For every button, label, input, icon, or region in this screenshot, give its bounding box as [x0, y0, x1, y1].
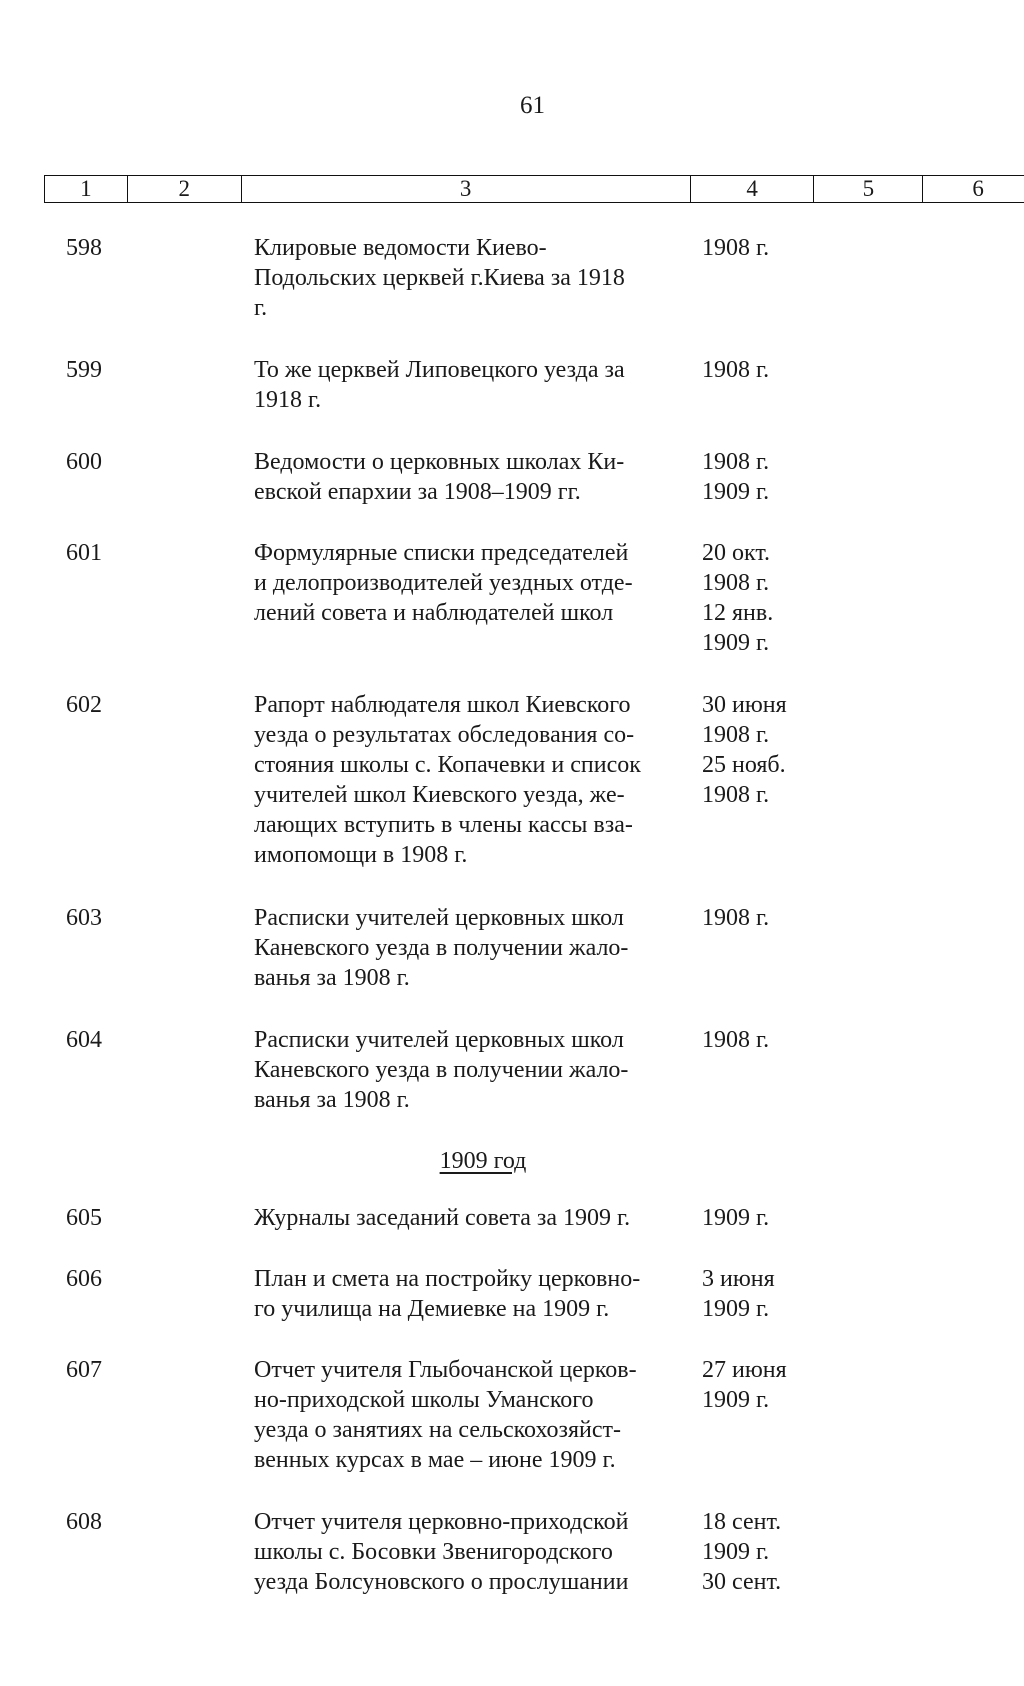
title-line: Отчет учителя церковно-приходской: [254, 1509, 629, 1535]
entry-number: 608: [66, 1509, 102, 1535]
date-line: 1909 г.: [702, 479, 770, 505]
entry-title: [254, 1025, 694, 1115]
date-line: 1908 г.: [702, 722, 770, 748]
entry-title: [254, 1355, 694, 1475]
title-line: Каневского уезда в получении жало-: [254, 1057, 629, 1083]
column-header-5: 5: [814, 176, 923, 202]
date-line: 25 нояб.: [702, 752, 786, 778]
title-line: уезда о результатах обследования со-: [254, 722, 635, 748]
title-line: и делопроизводителей уездных отде-: [254, 570, 633, 596]
title-line: евской епархии за 1908–1909 гг.: [254, 479, 581, 505]
title-line: г.: [254, 295, 268, 321]
title-line: ванья за 1908 г.: [254, 965, 410, 991]
title-line: Формулярные списки председателей: [254, 540, 629, 566]
entry-number: 607: [66, 1357, 102, 1383]
entry-title: [254, 1507, 694, 1597]
title-line: То же церквей Липовецкого уезда за: [254, 357, 625, 383]
entry-dates: [702, 1507, 822, 1597]
title-line: венных курсах в мае – июне 1909 г.: [254, 1447, 616, 1473]
entry-title: [254, 355, 694, 415]
entry-dates: [702, 903, 822, 933]
date-line: 1908 г.: [702, 235, 770, 261]
date-line: 12 янв.: [702, 600, 774, 626]
title-line: Ведомости о церковных школах Ки-: [254, 449, 625, 475]
date-line: 1909 г.: [702, 1205, 770, 1231]
entry-dates: [702, 1203, 822, 1233]
title-line: лающих вступить в члены кассы вза-: [254, 812, 633, 838]
entry-number: 602: [66, 692, 102, 718]
date-line: 1909 г.: [702, 1387, 770, 1413]
entry-dates: [702, 355, 822, 385]
date-line: 30 сент.: [702, 1569, 782, 1595]
date-line: 20 окт.: [702, 540, 771, 566]
column-header-2: 2: [128, 176, 242, 202]
date-line: 1909 г.: [702, 1296, 770, 1322]
title-line: ванья за 1908 г.: [254, 1087, 410, 1113]
entry-number: 606: [66, 1266, 102, 1292]
entry-dates: [702, 1355, 822, 1415]
date-line: 1908 г.: [702, 357, 770, 383]
title-line: школы с. Босовки Звенигородского: [254, 1539, 613, 1565]
entry-title: [254, 447, 694, 507]
title-line: Расписки учителей церковных школ: [254, 905, 624, 931]
entry-dates: [702, 1264, 822, 1324]
title-line: Журналы заседаний совета за 1909 г.: [254, 1205, 631, 1231]
entry-title: [254, 903, 694, 993]
entry-number: 598: [66, 235, 102, 261]
section-heading-1909: [0, 1146, 1024, 1176]
entry-title: [254, 233, 694, 323]
entry-number: 601: [66, 540, 102, 566]
entry-number: 604: [66, 1027, 102, 1053]
title-line: Каневского уезда в получении жало-: [254, 935, 629, 961]
entry-dates: [702, 690, 822, 810]
entry-dates: [702, 447, 822, 507]
title-line: Отчет учителя Глыбочанской церков-: [254, 1357, 637, 1383]
column-header-row: [44, 175, 1024, 203]
title-line: 1918 г.: [254, 387, 322, 413]
title-line: имопомощи в 1908 г.: [254, 842, 468, 868]
title-line: Подольских церквей г.Киева за 1918: [254, 265, 625, 291]
date-line: 27 июня: [702, 1357, 787, 1383]
title-line: стояния школы с. Копачевки и список: [254, 752, 641, 778]
column-header-6: 6: [972, 176, 984, 201]
entry-number: 605: [66, 1205, 102, 1231]
entry-title: [254, 538, 694, 628]
date-line: 1908 г.: [702, 1027, 770, 1053]
date-line: 3 июня: [702, 1266, 775, 1292]
title-line: уезда о занятиях на сельскохозяйст-: [254, 1417, 622, 1443]
date-line: 18 сент.: [702, 1509, 782, 1535]
date-line: 1908 г.: [702, 782, 770, 808]
date-line: 30 июня: [702, 692, 787, 718]
entry-dates: [702, 538, 822, 658]
title-line: уезда Болсуновского о прослушании: [254, 1569, 629, 1595]
entry-dates: [702, 233, 822, 263]
entry-number: 603: [66, 905, 102, 931]
entry-title: [254, 690, 694, 870]
date-line: 1908 г.: [702, 449, 770, 475]
date-line: 1908 г.: [702, 905, 770, 931]
date-line: 1909 г.: [702, 1539, 770, 1565]
title-line: Расписки учителей церковных школ: [254, 1027, 624, 1053]
column-header-3: 3: [242, 176, 691, 202]
title-line: го училища на Демиевке на 1909 г.: [254, 1296, 610, 1322]
page-number: 61: [520, 92, 545, 119]
title-line: План и смета на постройку церковно-: [254, 1266, 641, 1292]
entry-title: [254, 1203, 694, 1233]
entry-title: [254, 1264, 694, 1324]
column-header-4: 4: [691, 176, 815, 202]
title-line: учителей школ Киевского уезда, же-: [254, 782, 625, 808]
section-heading-text: 1909 год: [439, 1148, 527, 1174]
date-line: 1908 г.: [702, 570, 770, 596]
title-line: Клировые ведомости Киево-: [254, 235, 547, 261]
title-line: лений совета и наблюдателей школ: [254, 600, 614, 626]
title-line: Рапорт наблюдателя школ Киевского: [254, 692, 631, 718]
entry-number: 599: [66, 357, 102, 383]
title-line: но-приходской школы Уманского: [254, 1387, 594, 1413]
entry-dates: [702, 1025, 822, 1055]
column-header-1: 1: [45, 176, 128, 202]
entry-number: 600: [66, 449, 102, 475]
date-line: 1909 г.: [702, 630, 770, 656]
